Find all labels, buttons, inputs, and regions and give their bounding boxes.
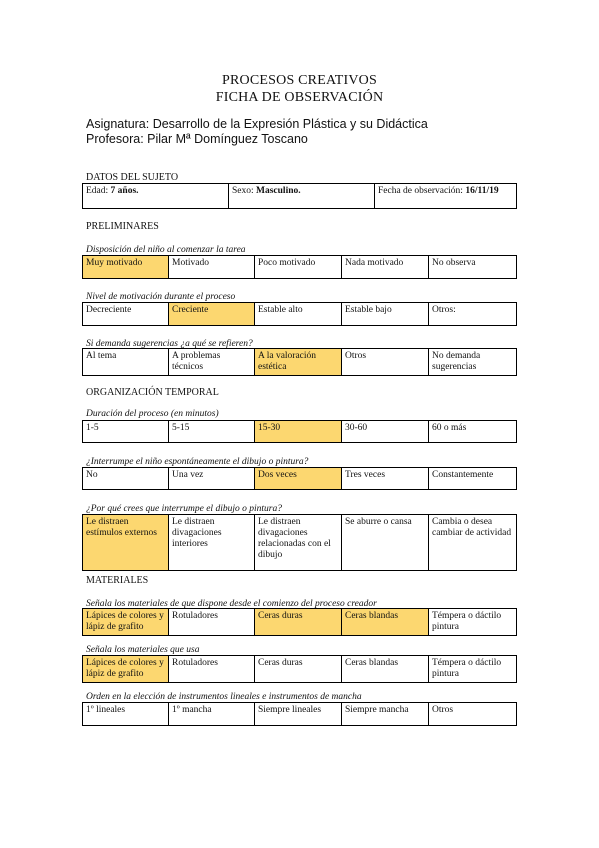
option-cell: Ceras duras — [255, 609, 342, 636]
table-row — [83, 703, 517, 726]
option-cell: 1-5 — [83, 421, 169, 443]
table-row — [83, 303, 517, 326]
option-cell: 1º mancha — [169, 703, 255, 726]
option-table — [82, 702, 517, 726]
table-row — [83, 609, 517, 636]
option-table — [82, 255, 517, 279]
option-cell: Siempre mancha — [342, 703, 429, 726]
option-cell: Tres veces — [342, 468, 429, 490]
table-row — [83, 468, 517, 490]
option-cell: Témpera o dáctilo pintura — [429, 656, 517, 683]
option-cell: Estable alto — [255, 303, 342, 326]
section-heading-subject: DATOS DEL SUJETO — [86, 172, 179, 183]
subject-line: Asignatura: Desarrollo de la Expresión Plástica y su Didáctica — [86, 117, 428, 131]
option-cell: Rotuladores — [169, 656, 255, 683]
sex-value: Masculino. — [253, 186, 301, 196]
option-cell: 60 o más — [429, 421, 517, 443]
table-row — [83, 184, 517, 209]
option-cell: Poco motivado — [255, 256, 342, 279]
subject-data-table — [82, 183, 517, 209]
option-cell: Dos veces — [255, 468, 342, 490]
sex-cell — [229, 184, 375, 209]
option-table — [82, 420, 517, 443]
table-row — [83, 656, 517, 683]
age-label: Edad: — [86, 186, 109, 196]
option-cell: Ceras blandas — [342, 656, 429, 683]
option-cell: No demanda sugerencias — [429, 349, 517, 376]
document-subtitle: FICHA DE OBSERVACIÓN — [215, 90, 384, 105]
question-caption: Orden en la elección de instrumentos lineales e instrumentos de mancha — [86, 692, 362, 702]
option-cell: Estable bajo — [342, 303, 429, 326]
option-cell: Creciente — [169, 303, 255, 326]
sex-label: Sexo: — [232, 186, 254, 196]
option-cell: Se aburre o cansa — [342, 515, 429, 571]
option-cell: 15-30 — [255, 421, 342, 443]
option-cell: 1º lineales — [83, 703, 169, 726]
option-cell: Al tema — [83, 349, 169, 376]
option-table — [82, 302, 517, 326]
option-cell: No observa — [429, 256, 517, 279]
question-caption: Si demanda sugerencias ¿a qué se refieren? — [86, 339, 253, 349]
question-caption: Nivel de motivación durante el proceso — [86, 292, 236, 302]
date-value: 16/11/19 — [465, 186, 499, 196]
option-cell: A la valoración estética — [255, 349, 342, 376]
option-cell: Témpera o dáctilo pintura — [429, 609, 517, 636]
option-table — [82, 348, 517, 376]
table-row — [83, 256, 517, 279]
option-cell: Ceras blandas — [342, 609, 429, 636]
table-row — [83, 349, 517, 376]
option-table — [82, 514, 517, 571]
option-cell: 30-60 — [342, 421, 429, 443]
option-cell: Siempre lineales — [255, 703, 342, 726]
option-cell: Decreciente — [83, 303, 169, 326]
date-cell — [375, 184, 517, 209]
age-value: 7 años. — [110, 186, 139, 196]
option-cell: 5-15 — [169, 421, 255, 443]
option-cell: No — [83, 468, 169, 490]
table-row — [83, 421, 517, 443]
question-caption: Disposición del niño al comenzar la tarea — [86, 245, 246, 255]
option-cell: Constantemente — [429, 468, 517, 490]
option-cell: Muy motivado — [83, 256, 169, 279]
option-cell: Otros — [429, 703, 517, 726]
option-cell: Lápices de colores y lápiz de grafito — [83, 656, 169, 683]
document-title: PROCESOS CREATIVOS — [222, 73, 377, 88]
option-cell: Nada motivado — [342, 256, 429, 279]
option-cell: Otros — [342, 349, 429, 376]
option-cell: Motivado — [169, 256, 255, 279]
option-table — [82, 467, 517, 490]
section-heading-preliminaries: PRELIMINARES — [86, 221, 159, 232]
option-cell: Rotuladores — [169, 609, 255, 636]
option-cell: Le distraen divagaciones relacionadas con el dibujo — [255, 515, 342, 571]
option-cell: Lápices de colores y lápiz de grafito — [83, 609, 169, 636]
date-label: Fecha de observación: — [378, 186, 463, 196]
option-cell: A problemas técnicos — [169, 349, 255, 376]
section-heading-temporal: ORGANIZACIÓN TEMPORAL — [86, 387, 219, 398]
option-cell: Ceras duras — [255, 656, 342, 683]
option-cell: Otros: — [429, 303, 517, 326]
question-caption: ¿Interrumpe el niño espontáneamente el dibujo o pintura? — [86, 457, 309, 467]
age-cell — [83, 184, 229, 209]
option-cell: Le distraen divagaciones interiores — [169, 515, 255, 571]
section-heading-materials: MATERIALES — [86, 575, 149, 586]
question-caption: ¿Por qué crees que interrumpe el dibujo o pintura? — [86, 504, 282, 514]
option-cell: Le distraen estímulos externos — [83, 515, 169, 571]
question-caption: Señala los materiales de que dispone desde el comienzo del proceso creador — [86, 599, 377, 609]
question-caption: Duración del proceso (en minutos) — [86, 409, 219, 419]
option-table — [82, 655, 517, 683]
table-row — [83, 515, 517, 571]
question-caption: Señala los materiales que usa — [86, 645, 200, 655]
option-table — [82, 608, 517, 636]
option-cell: Una vez — [169, 468, 255, 490]
option-cell: Cambia o desea cambiar de actividad — [429, 515, 517, 571]
teacher-line: Profesora: Pilar Mª Domínguez Toscano — [86, 132, 308, 146]
